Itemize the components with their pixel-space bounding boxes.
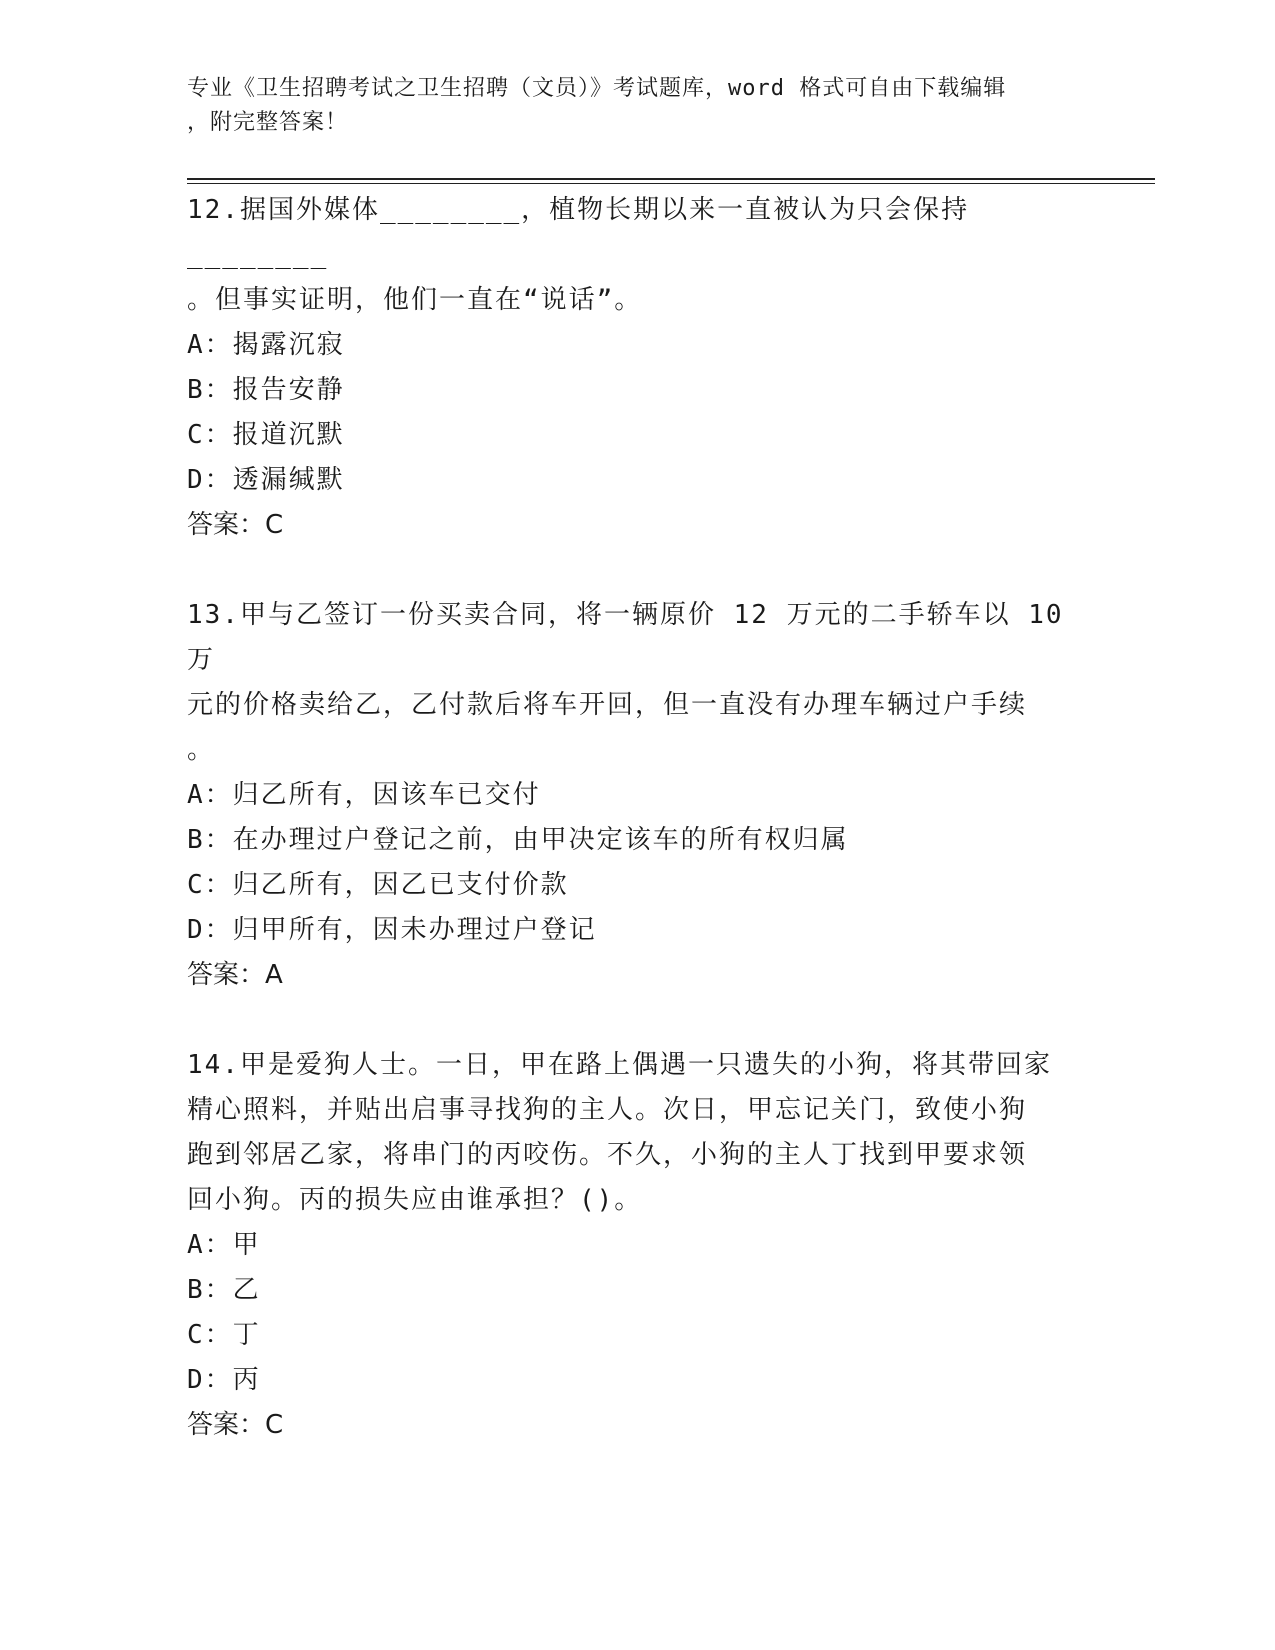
question-stem-line: 跑到邻居乙家，将串门的丙咬伤。不久，小狗的主人丁找到甲要求领	[187, 1140, 1028, 1170]
question-14	[187, 1043, 1087, 1448]
option-b: B：报告安静	[187, 375, 345, 405]
option-a: A：甲	[187, 1230, 261, 1260]
option-a: A：揭露沉寂	[187, 330, 345, 360]
option-d: D：归甲所有，因未办理过户登记	[187, 915, 597, 945]
header-divider-thick	[187, 178, 1155, 180]
answer: 答案：C	[187, 510, 284, 540]
header-divider-thin	[187, 183, 1155, 184]
question-stem-line: 回小狗。丙的损失应由谁承担？()。	[187, 1185, 643, 1215]
question-12	[187, 188, 1087, 548]
option-c: C：丁	[187, 1320, 261, 1350]
question-stem-line: 元的价格卖给乙，乙付款后将车开回，但一直没有办理车辆过户手续	[187, 690, 1028, 720]
option-c: C：归乙所有，因乙已支付价款	[187, 870, 569, 900]
question-list	[187, 188, 1087, 1493]
question-stem-line: 12.据国外媒体________，植物长期以来一直被认为只会保持________	[187, 195, 970, 270]
option-b: B：在办理过户登记之前，由甲决定该车的所有权归属	[187, 825, 849, 855]
option-d: D：丙	[187, 1365, 261, 1395]
option-b: B：乙	[187, 1275, 261, 1305]
option-d: D：透漏缄默	[187, 465, 345, 495]
header-line-2: ，附完整答案！	[187, 110, 349, 135]
question-stem-line: 。	[187, 735, 216, 765]
question-stem-line: 。但事实证明，他们一直在“说话”。	[187, 285, 643, 315]
question-stem-line: 精心照料，并贴出启事寻找狗的主人。次日，甲忘记关门，致使小狗	[187, 1095, 1028, 1125]
answer: 答案：A	[187, 960, 283, 990]
question-stem-line: 14.甲是爱狗人士。一日，甲在路上偶遇一只遗失的小狗，将其带回家	[187, 1050, 1052, 1080]
header-line-1: 专业《卫生招聘考试之卫生招聘（文员）》考试题库，word 格式可自由下载编辑	[187, 76, 1007, 101]
option-c: C：报道沉默	[187, 420, 345, 450]
answer: 答案：C	[187, 1410, 284, 1440]
question-stem-line: 13.甲与乙签订一份买卖合同，将一辆原价 12 万元的二手轿车以 10 万	[187, 600, 1064, 675]
question-13	[187, 593, 1087, 998]
document-header	[187, 72, 1067, 140]
option-a: A：归乙所有，因该车已交付	[187, 780, 541, 810]
